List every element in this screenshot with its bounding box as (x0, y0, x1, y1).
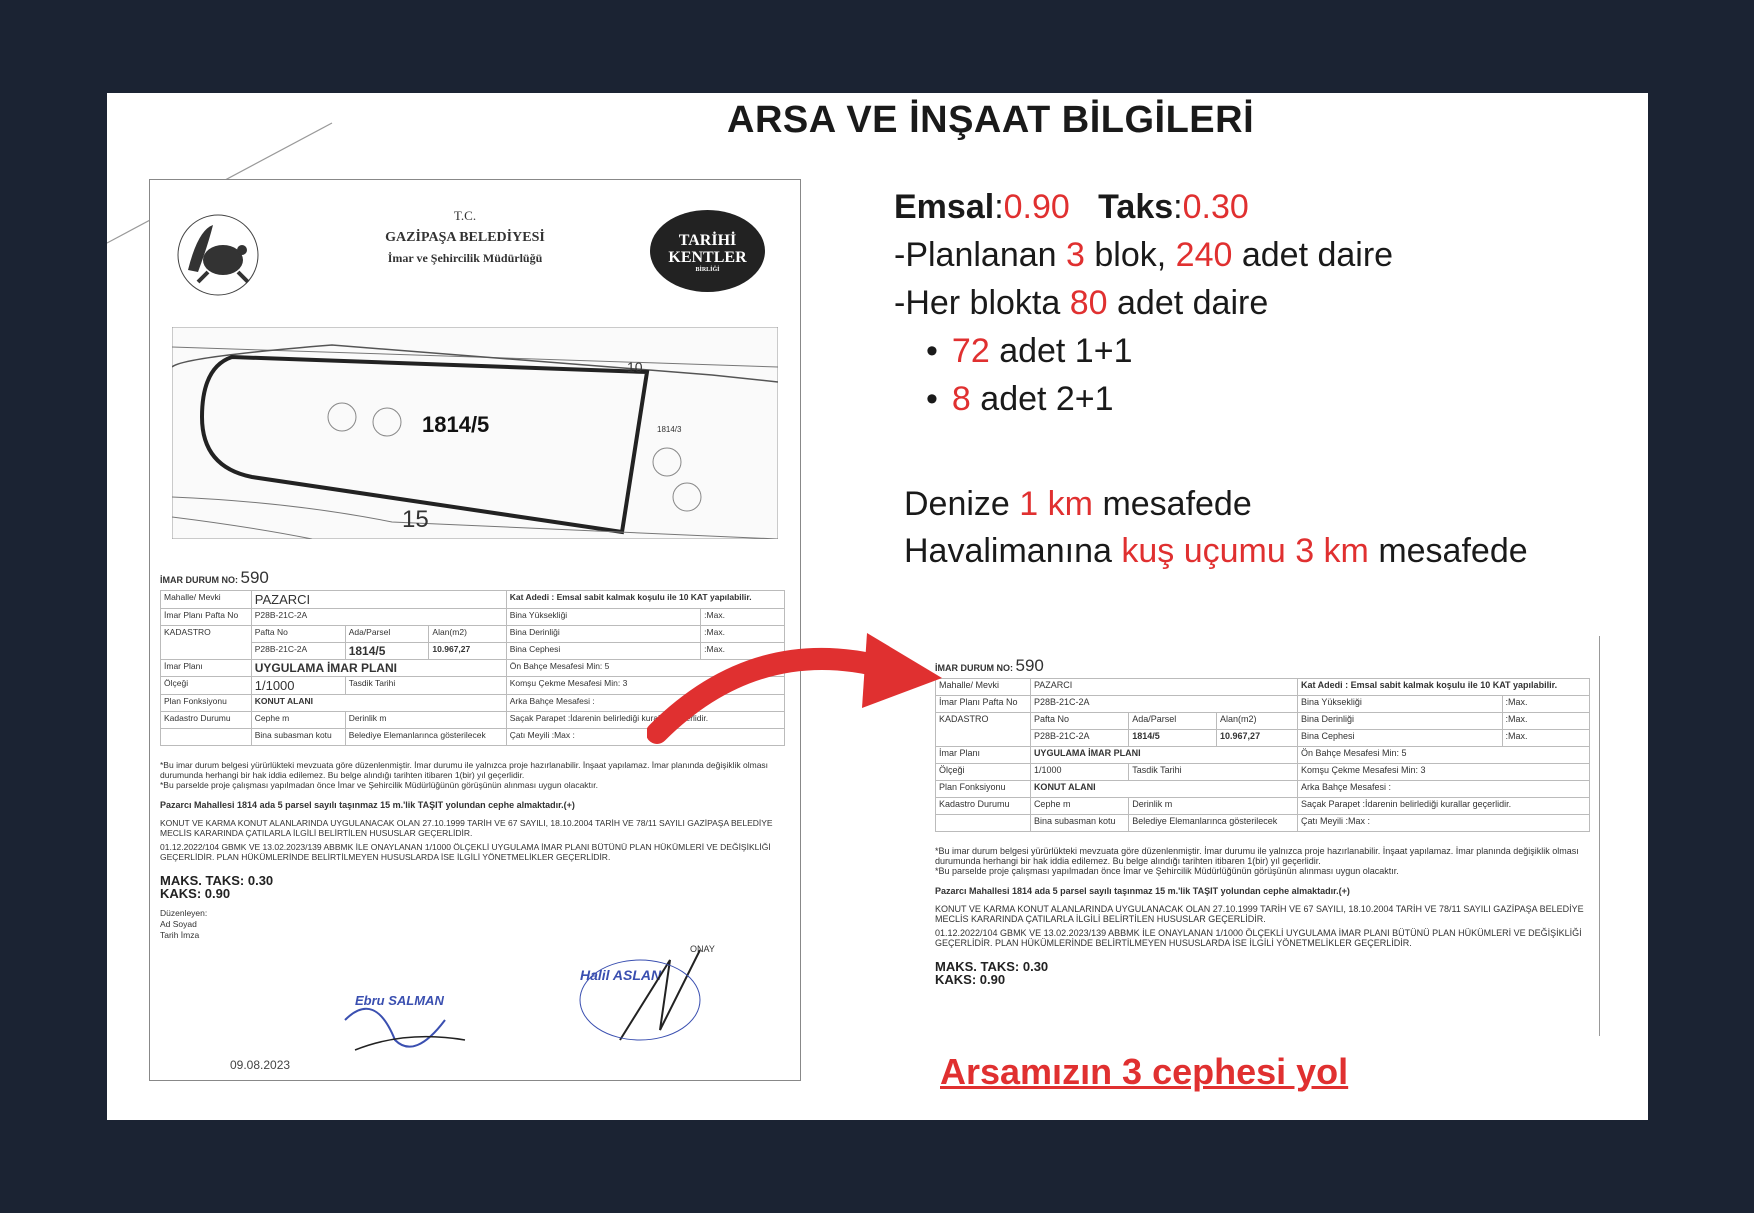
header-department: İmar ve Şehircilik Müdürlüğü (387, 251, 543, 265)
signature-stamp-left (245, 980, 475, 1060)
tarihi-kentler-logo: TARİHİ KENTLER BİRLİĞİ (650, 210, 765, 292)
bullet-2plus1: • 8 adet 2+1 (894, 375, 1393, 423)
imar-document-zoom (929, 636, 1600, 1036)
document-notes: *Bu imar durum belgesi yürürlükteki mevzuata göre düzenlenmiştir. İmar durumu ile yalnızca proje hazırlanabilir. İnşaat yapılamaz. İmar planında değişiklik olması durumunda herhangi bir hak iddia edilemez. Bu belge alındığı tarihten itibaren 1(bir) yıl geçerlidir. *Bu parselde proje çalışması yapılmadan önce İmar ve Şehircilik Müdürlüğünün görüşünün alınması uygun olacaktır. Pazarcı Mahallesi 1814 ada 5 parsel sayılı taşınmaz 15 m.'lik TAŞIT yolundan cephe almaktadır.(+) KONUT VE KARMA KONUT ALANLARINDA UYGULANACAK OLAN 27.10.1999 TARİH VE 67 SAYILI, 18.10.2004 TARİH VE 78/11 SAYILI GAZİPAŞA BELEDİYE MECLİS KARARINDA ÇATILARLA İLGİLİ BELİRTİLEN HUSUSLAR GEÇERLİDİR. 01.12.2022/104 GBMK VE 13.02.2023/139 ABBMK İLE ONAYLANAN 1/1000 ÖLÇEKLİ UYGULAMA İMAR PLANI BÜTÜNÜ PLAN HÜKÜMLERİ VE DEĞİŞİKLİĞİ GEÇERLİDİR. PLAN HÜKÜMLERİNDE BELİRTİLMEYEN HUSUSLARDA İSE İLGİLİ YÖNETMELİKLER GEÇERLİDİR. (160, 760, 773, 862)
map-neighbor-label: 1814/3 (657, 425, 682, 434)
imar-durum-no: İMAR DURUM NO: 590 (160, 568, 269, 587)
per-block-row: -Her blokta 80 adet daire (894, 284, 1269, 322)
document-date: 09.08.2023 (230, 1058, 291, 1072)
imar-table: Mahalle/ Mevki PAZARCI Kat Adedi : Emsal sabit kalmak koşulu ile 10 KAT yapılabilir. İmar Planı Pafta No P28B-21C-2A Bina Yüksekliği :Max. KADASTRO Pafta No Ada/Parsel Alan(m2) Bina Derinliği :Max. P28B-21C-2A 1814/5 10.967,27 Bina Cephesi :Max. İmar Planı UYGULAMA İMAR PLANI Ön Bahçe Mesafesi Min: 5 Ölçeği 1/1000 Tasdik Tarihi Komşu Çekme Mesafesi Min: 3 Plan Fonksiyonu KONUT ALANI Arka Bahçe Mesafesi : Kadastro Durumu Cephe m Derinlik m Saçak Parapet :İdarenin belirlediği kurallar geçerlidir. Bina subasman kotu Belediye Elemanlarınca gösterilecek Çatı Meyili :Max : (160, 590, 785, 746)
svg-text:ONAY: ONAY (690, 944, 715, 954)
emsal-taks-row: Emsal:0.90 Taks:0.30 (894, 188, 1249, 226)
distances (904, 481, 1528, 575)
map-road-width-1: 10 (627, 359, 643, 375)
distance-sea: Denize 1 km mesafede (904, 485, 1252, 523)
header-municipality: GAZİPAŞA BELEDİYESİ (385, 230, 545, 245)
frontage-note: Arsamızın 3 cephesi yol (940, 1051, 1349, 1092)
maks-kaks: MAKS. TAKS: 0.30 KAKS: 0.90 (160, 873, 274, 901)
slide (107, 93, 1648, 1120)
taks-value: 0.30 (1182, 188, 1249, 226)
bullet-1plus1: • 72 adet 1+1 (894, 327, 1393, 375)
svg-text:Halil ASLAN: Halil ASLAN (580, 967, 662, 983)
map-parcel-label: 1814/5 (422, 412, 490, 437)
signature-stamp-right (560, 940, 760, 1050)
emsal-value: 0.90 (1003, 188, 1070, 226)
parcel-map (172, 327, 778, 539)
page-title: ARSA VE İNŞAAT BİLGİLERİ (727, 99, 1255, 141)
distance-airport: Havalimanına kuş uçumu 3 km mesafede (904, 532, 1528, 570)
property-facts (894, 183, 1393, 423)
imar-form-zoom: İMAR DURUM NO: 590 Mahalle/ Mevki PAZARCI Kat Adedi : Emsal sabit kalmak koşulu ile 10 KAT yapılabilir. İmar Planı Pafta No P28B-21C-2A Bina Yüksekliği :Max. KADASTRO Pafta No Ada/Parsel Alan(m2) Bina Derinliği :Max. P28B-21C-2A 1814/5 10.967,27 Bina Cephesi :Max. İmar Planı UYGULAMA İMAR PLANI Ön Bahçe Mesafesi Min: 5 Ölçeği 1/1000 Tasdik Tarihi Komşu Çekme Mesafesi Min: 3 Plan Fonksiyonu KONUT ALANI Arka Bahçe Mesafesi : Kadastro Durumu Cephe m Derinlik m Saçak Parapet :İdarenin belirlediği kurallar geçerlidir. Bina subasman kotu Belediye Elemanlarınca gösterilecek Çatı Meyili :Max : *Bu imar durum belgesi yürürlükteki mevzuata göre düzenlenmiştir. İmar durumu ile yalnızca proje hazırlanabilir. İnşaat yapılamaz. İmar planında değişiklik olması durumunda herhangi bir hak iddia edilemez. Bu belge alındığı tarihten itibaren 1(bir) yıl geçerlidir. *Bu parselde proje çalışması yapılmadan önce İmar ve Şehircilik Müdürlüğünün görüşünün alınması uygun olacaktır. Pazarcı Mahallesi 1814 ada 5 parsel sayılı taşınmaz 15 m.'lik TAŞIT yolundan cephe almaktadır.(+) KONUT VE KARMA KONUT ALANLARINDA UYGULANACAK OLAN 27.10.1999 TARİH VE 67 SAYILI, 18.10.2004 TARİH VE 78/11 SAYILI GAZİPAŞA BELEDİYE MECLİS KARARINDA ÇATILARLA İLGİLİ BELİRTİLEN HUSUSLAR GEÇERLİDİR. 01.12.2022/104 GBMK VE 13.02.2023/139 ABBMK İLE ONAYLANAN 1/1000 ÖLÇEKLİ UYGULAMA İMAR PLANI BÜTÜNÜ PLAN HÜKÜMLERİ VE DEĞİŞİKLİĞİ GEÇERLİDİR. PLAN HÜKÜMLERİNDE BELİRTİLMEYEN HUSUSLARDA İSE İLGİLİ YÖNETMELİKLER GEÇERLİDİR. MAKS. TAKS: 0.30 KAKS: 0.90 (935, 656, 1590, 986)
document-header (300, 208, 630, 266)
map-road-width-2: 15 (402, 506, 429, 533)
arrow-icon (647, 613, 947, 753)
signature-labels: Düzenleyen: Ad Soyad Tarih İmza (160, 908, 208, 940)
svg-text:Ebru SALMAN: Ebru SALMAN (355, 993, 444, 1008)
planned-row: -Planlanan 3 blok, 240 adet daire (894, 236, 1394, 274)
gazipasa-logo (168, 210, 268, 300)
imar-table-zoom: Mahalle/ Mevki PAZARCI Kat Adedi : Emsal sabit kalmak koşulu ile 10 KAT yapılabilir. İmar Planı Pafta No P28B-21C-2A Bina Yüksekliği :Max. KADASTRO Pafta No Ada/Parsel Alan(m2) Bina Derinliği :Max. P28B-21C-2A 1814/5 10.967,27 Bina Cephesi :Max. İmar Planı UYGULAMA İMAR PLANI Ön Bahçe Mesafesi Min: 5 Ölçeği 1/1000 Tasdik Tarihi Komşu Çekme Mesafesi Min: 3 Plan Fonksiyonu KONUT ALANI Arka Bahçe Mesafesi : Kadastro Durumu Cephe m Derinlik m Saçak Parapet :İdarenin belirlediği kurallar geçerlidir. Bina subasman kotu Belediye Elemanlarınca gösterilecek Çatı Meyili :Max : (935, 678, 1590, 832)
header-tc: T.C. (453, 208, 477, 223)
